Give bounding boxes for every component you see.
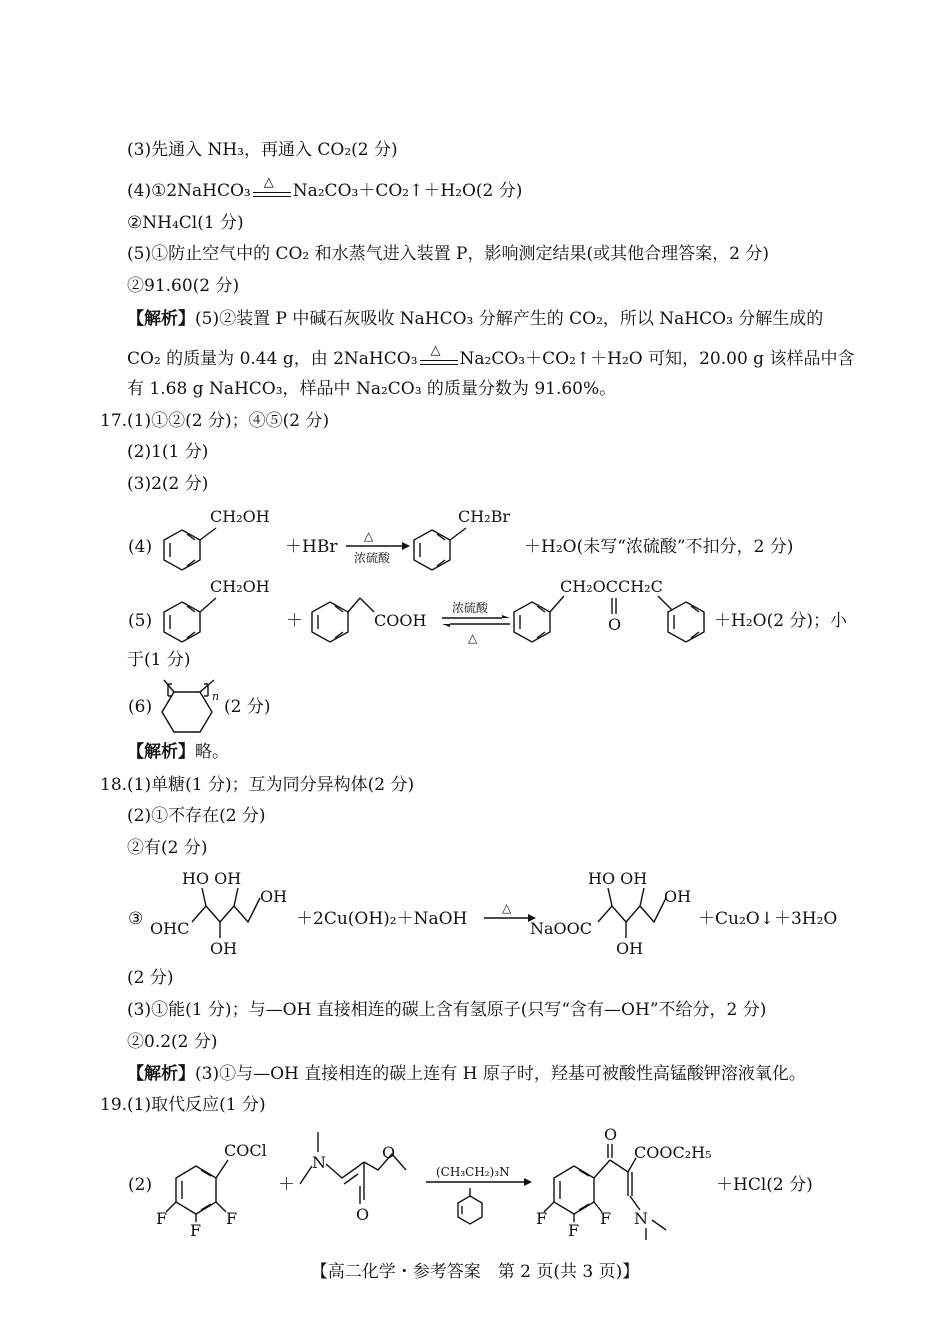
- q18-prod-oh-right: OH: [664, 887, 692, 906]
- q16-line4-rhs: Na₂CO₃＋CO₂↑＋H₂O(2 分): [292, 181, 523, 201]
- q17-5-reaction: [120, 570, 860, 660]
- q19-prod-o: O: [604, 1125, 618, 1144]
- q17-4-reaction: [120, 500, 820, 580]
- q19-f-bottom: F: [190, 1221, 202, 1240]
- q19-cooc2h5: COOC₂H₅: [634, 1143, 712, 1162]
- q19-2-number: (2): [128, 1175, 153, 1195]
- q17-explain: [127, 740, 229, 764]
- q17-6-polymer: [120, 672, 320, 742]
- q18-cond: △: [502, 901, 512, 915]
- q19-reaction: [120, 1124, 840, 1244]
- q18-naooc: NaOOC: [530, 919, 593, 938]
- q18-explain-label: 【解析】: [127, 1064, 195, 1084]
- q18-line1: 18.(1)单糖(1 分)；互为同分异构体(2 分): [100, 775, 415, 795]
- q17-4-ch2br: CH₂Br: [458, 507, 511, 526]
- q18-oh-right: OH: [260, 887, 288, 906]
- q19-cocl: COCl: [224, 1141, 267, 1160]
- q18-line2: (2)①不存在(2 分): [127, 806, 266, 826]
- arrow-head-icon: [502, 615, 510, 618]
- q16-explain-arrow: [418, 342, 460, 370]
- q19-f-left: F: [156, 1209, 168, 1228]
- q16-explain-3: 有 1.68 g NaHCO₃，样品中 Na₂CO₃ 的质量分数为 91.60%。: [127, 379, 617, 399]
- q17-5-cond-top: 浓硫酸: [452, 601, 489, 615]
- q17-4-tail: ＋H₂O(未写“浓硫酸”不扣分，2 分): [524, 537, 794, 557]
- q17-line1: 17.(1)①②(2 分)；④⑤(2 分): [100, 411, 330, 431]
- q16-line3: (3)先通入 NH₃，再通入 CO₂(2 分): [127, 140, 398, 160]
- q19-f-right: F: [226, 1209, 238, 1228]
- q19-prod-n: N: [634, 1209, 648, 1228]
- q17-5-ester: CH₂OCCH₂C: [560, 577, 663, 596]
- q19-line1: 19.(1)取代反应(1 分): [100, 1095, 266, 1115]
- q17-line2: (2)1(1 分): [127, 442, 209, 462]
- q17-6-score: (2 分): [224, 697, 271, 717]
- q17-explain-label: 【解析】: [127, 742, 195, 762]
- q18-3-number: ③: [128, 909, 144, 929]
- q18-explain: [127, 1062, 806, 1086]
- q17-5-ch2oh: CH₂OH: [210, 577, 270, 596]
- q16-line4-triangle: △: [263, 174, 274, 190]
- cyclohexane-ring-icon: [162, 692, 212, 732]
- q18-reaction: [120, 862, 860, 962]
- q17-4-number: (4): [128, 537, 153, 557]
- q18-ho-oh-top: HO OH: [182, 869, 242, 888]
- q17-5-carbonyl-o: O: [608, 615, 622, 634]
- q16-explain-2: [127, 342, 855, 371]
- q17-4-hbr: ＋HBr: [285, 537, 338, 557]
- q18-prod-oh-bottom: OH: [616, 939, 644, 958]
- arrow-head-icon: [442, 624, 450, 627]
- q17-4-cond-bot: 浓硫酸: [354, 551, 391, 565]
- q19-o-carbonyl: O: [356, 1205, 370, 1224]
- q16-explain-triangle: △: [430, 342, 441, 358]
- q18-line3: ②有(2 分): [127, 838, 208, 858]
- q17-5-continue: 于(1 分): [127, 650, 191, 670]
- q16-line4: [127, 174, 523, 203]
- q16-line4-arrow: [251, 174, 293, 202]
- arrow-head-icon: [402, 542, 410, 550]
- q17-line3: (3)2(2 分): [127, 474, 209, 494]
- q19-prod-f-bottom: F: [568, 1221, 580, 1240]
- q18-score: (2 分): [127, 968, 174, 988]
- q18-oh-bottom: OH: [210, 939, 238, 958]
- q16-line5: (5)①防止空气中的 CO₂ 和水蒸气进入装置 P，影响测定结果(或其他合理答案，2 分): [127, 244, 769, 264]
- q16-explain-label: 【解析】: [127, 309, 195, 329]
- q18-reagents: ＋2Cu(OH)₂＋NaOH: [296, 909, 468, 929]
- q17-5-cond-bot: △: [468, 631, 478, 645]
- q19-prod-f-right: F: [600, 1209, 612, 1228]
- q17-5-tail: ＋H₂O(2 分)；小: [714, 611, 848, 631]
- q16-explain-text2a: CO₂ 的质量为 0.44 g，由 2NaHCO₃: [127, 349, 418, 369]
- q19-o-ether: O: [382, 1143, 396, 1162]
- q17-4-ch2oh: CH₂OH: [210, 507, 270, 526]
- q18-prod-ho-oh: HO OH: [588, 869, 648, 888]
- q17-5-cooh: COOH: [374, 611, 427, 630]
- q17-6-n: n: [212, 690, 220, 703]
- q16-line4b: ②NH₄Cl(1 分): [127, 213, 244, 233]
- q17-5-plus: ＋: [286, 611, 303, 631]
- q19-cond-top: (CH₃CH₂)₃N: [436, 1165, 510, 1179]
- q19-plus: ＋: [278, 1175, 295, 1195]
- q16-explain-1: [127, 307, 823, 331]
- q16-line5b: ②91.60(2 分): [127, 276, 240, 296]
- q16-explain-text2b: Na₂CO₃＋CO₂↑＋H₂O 可知，20.00 g 该样品中含: [459, 349, 855, 369]
- q18-ohc: OHC: [150, 919, 190, 938]
- q18-line5: (3)①能(1 分)；与—OH 直接相连的碳上含有氢原子(只写“含有—OH”不给分，2 分): [127, 1000, 767, 1020]
- q17-explain-text: 略。: [195, 742, 229, 762]
- q19-n: N: [312, 1153, 326, 1172]
- q17-4-cond-top: △: [364, 529, 374, 543]
- q19-tail: ＋HCl(2 分): [716, 1175, 813, 1195]
- q18-tail: ＋Cu₂O↓＋3H₂O: [698, 909, 838, 929]
- q18-line6: ②0.2(2 分): [127, 1032, 218, 1052]
- page-footer: 【高二化学・参考答案 第 2 页(共 3 页)】: [310, 1262, 640, 1282]
- q19-prod-f-left: F: [536, 1209, 548, 1228]
- q17-5-number: (5): [128, 611, 153, 631]
- arrow-head-icon: [524, 1178, 532, 1186]
- q16-explain-text1: (5)②装置 P 中碱石灰吸收 NaHCO₃ 分解产生的 CO₂，所以 NaHCO₃ 分解生成的: [195, 309, 824, 329]
- q16-line4-lhs: (4)①2NaHCO₃: [127, 181, 251, 201]
- q18-explain-text: (3)①与—OH 直接相连的碳上连有 H 原子时，羟基可被酸性高锰酸钾溶液氧化。: [195, 1064, 806, 1084]
- q17-6-number: (6): [128, 697, 153, 717]
